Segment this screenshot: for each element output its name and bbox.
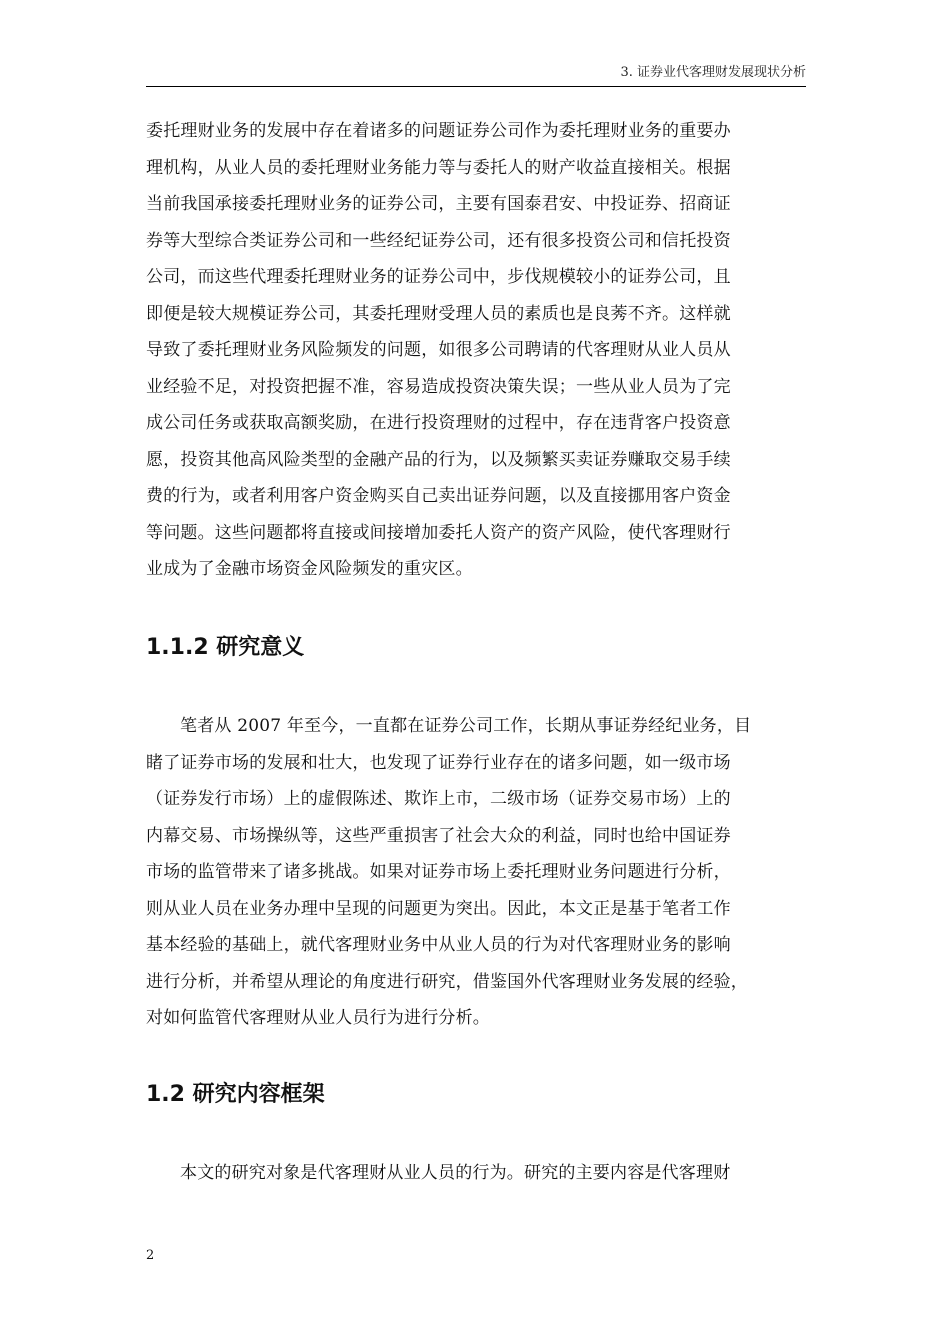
paragraph-line: 理机构，从业人员的委托理财业务能力等与委托人的财产收益直接相关。根据 [146,157,731,178]
paragraph-line: 即便是较大规模证券公司，其委托理财受理人员的素质也是良莠不齐。这样就 [146,303,731,324]
paragraph-line: 公司，而这些代理委托理财业务的证券公司中，步伐规模较小的证券公司，且 [146,267,731,287]
paragraph-research-significance [146,708,806,1037]
paragraph-line: 委托理财业务的发展中存在着诸多的问题证券公司作为委托理财业务的重要办 [146,121,731,141]
paragraph-line: 券等大型综合类证券公司和一些经纪证券公司，还有很多投资公司和信托投资 [146,230,731,251]
paragraph-line: 本文的研究对象是代客理财从业人员的行为。研究的主要内容是代客理财 [180,1163,731,1183]
paragraph-line: 导致了委托理财业务风险频发的问题，如很多公司聘请的代客理财从业人员从 [146,340,731,360]
paragraph-content-framework [146,1155,806,1192]
section-heading-content-framework: 1.2 研究内容框架 [146,1082,325,1107]
paragraph-line: 业成为了金融市场资金风险频发的重灾区。 [146,559,473,579]
paragraph-line: 成公司任务或获取高额奖励，在进行投资理财的过程中，存在违背客户投资意 [146,413,731,433]
header-rule [146,86,806,87]
paragraph-line: 等问题。这些问题都将直接或间接增加委托人资产的资产风险，使代客理财行 [146,522,731,543]
running-header: 3. 证券业代客理财发展现状分析 [620,65,806,80]
paragraph-risk-problems [146,113,806,588]
paragraph-line: 内幕交易、市场操纵等，这些严重损害了社会大众的利益，同时也给中国证券 [146,825,731,846]
paragraph-line: 睹了证券市场的发展和壮大，也发现了证券行业存在的诸多问题，如一级市场 [146,752,731,773]
paragraph-line: 业经验不足，对投资把握不准，容易造成投资决策失误；一些从业人员为了完 [146,376,731,397]
paragraph-line: 笔者从 2007 年至今，一直都在证券公司工作，长期从事证券经纪业务，目 [180,716,752,736]
section-heading-research-significance: 1.1.2 研究意义 [146,635,305,660]
page-number: 2 [146,1248,155,1263]
paragraph-line: 基本经验的基础上，就代客理财业务中从业人员的行为对代客理财业务的影响 [146,935,731,955]
paragraph-line: 市场的监管带来了诸多挑战。如果对证券市场上委托理财业务问题进行分析， [146,862,731,882]
paragraph-line: （证券发行市场）上的虚假陈述、欺诈上市，二级市场（证券交易市场）上的 [146,789,731,809]
paragraph-line: 进行分析，并希望从理论的角度进行研究，借鉴国外代客理财业务发展的经验， [146,971,748,992]
paragraph-line: 当前我国承接委托理财业务的证券公司，主要有国泰君安、中投证券、招商证 [146,194,731,214]
paragraph-line: 费的行为，或者利用客户资金购买自己卖出证券问题，以及直接挪用客户资金 [146,486,731,506]
paragraph-line: 则从业人员在业务办理中呈现的问题更为突出。因此，本文正是基于笔者工作 [146,898,731,919]
paragraph-line: 对如何监管代客理财从业人员行为进行分析。 [146,1008,490,1028]
paragraph-line: 愿，投资其他高风险类型的金融产品的行为，以及频繁买卖证券赚取交易手续 [146,449,731,470]
